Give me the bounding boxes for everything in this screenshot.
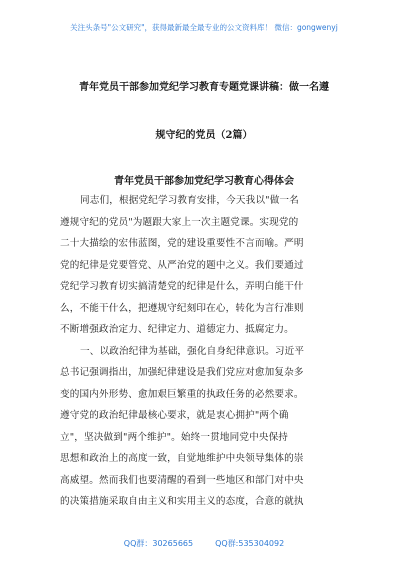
document-title-line-2: 规守纪的党员（2篇） [155,130,253,141]
body-line: 总书记强调指出，加强纪律建设是我们党应对愈加复杂多 [60,367,304,378]
body-line: 遵规守纪的党员"为题跟大家上一次主题党课。实现党的 [60,216,299,228]
document-title-line-1: 青年党员干部参加党纪学习教育专题党课讲稿：做一名遵 [79,82,329,93]
body-line: 遵守党的政治纪律最核心要求，就是衷心拥护"两个确 [60,410,289,421]
body-line: 二十大描绘的宏伟蓝图，党的建设重要性不言而喻。严明 [60,238,304,249]
body-line: 党的纪律是党要管党、从严治党的题中之义。我们要通过 [60,259,304,271]
header-notice: 关注头条号"公文研究"，获得最新最全最专业的公文资料库！ 微信：gongwenyj [70,23,338,32]
body-line: 不断增强政治定力、纪律定力、道德定力、抵腐定力。 [60,324,294,335]
body-line: 么，不能干什么，把遵规守纪刻印在心，转化为言行准则 [60,302,304,314]
body-line: 党纪学习教育切实搞清楚党的纪律是什么，弄明白能干什 [60,281,304,292]
section-title: 青年党员干部参加党纪学习教育心得体会 [114,176,294,187]
body-line: 立"，坚决做到"两个维护"。始终一贯地同党中央保持 [60,431,289,443]
body-line: 的决策措施采取自由主义和实用主义的态度，合意的就执 [60,496,304,507]
body-line: 同志们，根据党纪学习教育安排，今天我以"做一名 [80,195,299,206]
body-line: 一、以政治纪律为基础，强化自身纪律意识。习近平 [80,345,305,357]
footer [0,538,408,549]
footer-qq-group-1: QQ群：30265665 [123,539,194,548]
body-line: 高威望。然而我们也要清醒的看到一些地区和部门对中央 [60,474,304,486]
body-line: 变的国内外形势、愈加艰巨繁重的执政任务的必然要求。 [60,388,304,400]
body-text [60,190,360,513]
body-line: 思想和政治上的高度一致，自觉地维护中央领导集体的崇 [60,453,304,464]
footer-qq-group-2: QQ群:535304092 [215,539,285,548]
